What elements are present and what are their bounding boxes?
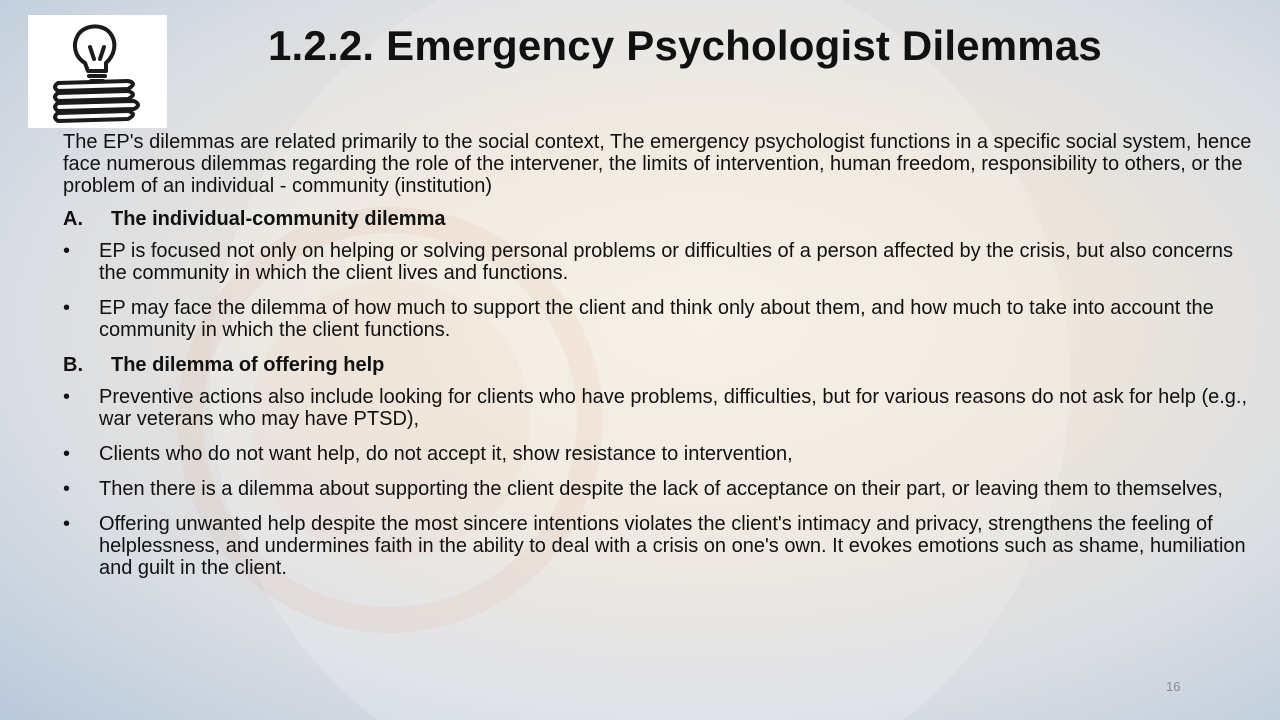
list-item: • Clients who do not want help, do not accept it, show resistance to intervention, bbox=[63, 443, 1263, 465]
section-heading-b bbox=[63, 354, 1263, 376]
lightbulb-books-icon bbox=[48, 19, 148, 123]
list-item: • Offering unwanted help despite the most sincere intentions violates the client's intimacy and privacy, strengthens the feeling of helplessness, and undermines faith in the ability to deal with a crisis on one's own. It evokes emotions such as shame, humiliation and guilt in the client. bbox=[63, 513, 1263, 579]
section-letter: A. bbox=[63, 208, 83, 230]
bullet-list-a bbox=[63, 240, 1263, 341]
list-item: • EP may face the dilemma of how much to support the client and think only about them, and how much to take into account the community in which the client functions. bbox=[63, 297, 1263, 341]
section-letter: B. bbox=[63, 354, 83, 376]
list-item: • Then there is a dilemma about supporting the client despite the lack of acceptance on their part, or leaving them to themselves, bbox=[63, 478, 1263, 500]
list-item: • Preventive actions also include looking for clients who have problems, difficulties, but for various reasons do not ask for help (e.g., war veterans who may have PTSD), bbox=[63, 386, 1263, 430]
section-heading-a bbox=[63, 208, 1263, 230]
page-number: 16 bbox=[1166, 679, 1181, 694]
logo bbox=[28, 15, 167, 128]
intro-paragraph: The EP's dilemmas are related primarily to the social context, The emergency psychologist functions in a specific social system, hence face numerous dilemmas regarding the role of the intervener, the limits of intervention, human freedom, responsibility to others, or the problem of an individual - community (institution) bbox=[63, 131, 1252, 197]
slide-content bbox=[63, 131, 1263, 592]
section-title: The dilemma of offering help bbox=[111, 354, 385, 376]
slide-title: 1.2.2. Emergency Psychologist Dilemmas bbox=[268, 22, 1102, 69]
section-title: The individual-community dilemma bbox=[111, 208, 446, 230]
bullet-list-b bbox=[63, 386, 1263, 579]
list-item: • EP is focused not only on helping or solving personal problems or difficulties of a person affected by the crisis, but also concerns the community in which the client lives and functions. bbox=[63, 240, 1263, 284]
